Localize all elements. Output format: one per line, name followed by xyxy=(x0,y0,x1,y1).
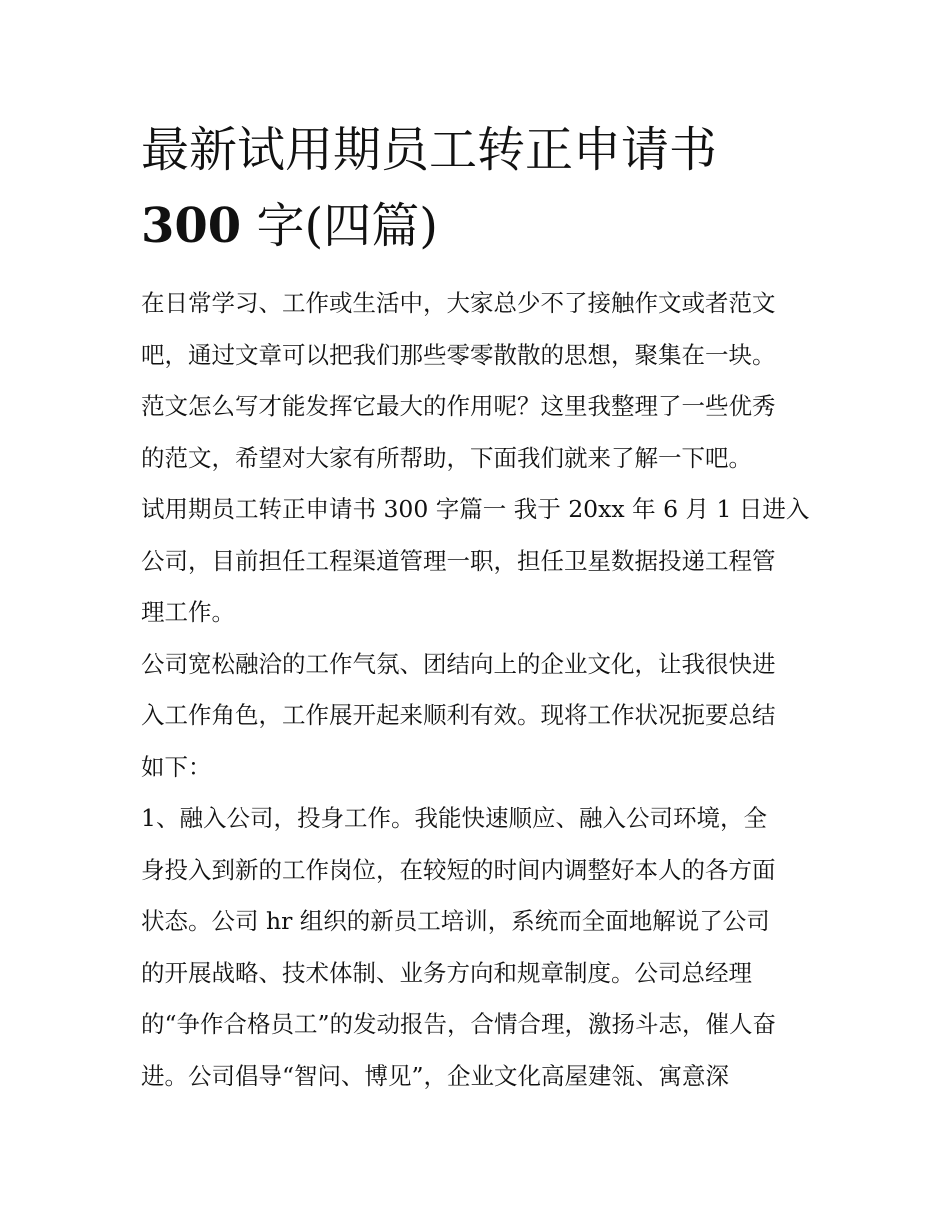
body-line: 吧，通过文章可以把我们那些零零散散的思想，聚集在一块。 xyxy=(141,340,776,369)
body-line: 公司，目前担任工程渠道管理一职，担任卫星数据投递工程管 xyxy=(141,546,776,575)
title-line-2 xyxy=(141,188,821,264)
body-line: 如下： xyxy=(141,752,212,781)
body-line: 1、融入公司，投身工作。我能快速顺应、融入公司环境，全 xyxy=(141,804,767,832)
body-line: 的开展战略、技术体制、业务方向和规章制度。公司总经理 xyxy=(141,958,752,987)
body-line: 范文怎么写才能发挥它最大的作用呢？这里我整理了一些优秀 xyxy=(141,392,776,420)
body-line: 理工作。 xyxy=(141,598,235,626)
title-number: 300 xyxy=(141,198,242,254)
body-line: 试用期员工转正申请书 300 字篇一 我于 20xx 年 6 月 1 日进入 xyxy=(141,495,810,523)
body-line: 入工作角色，工作展开起来顺利有效。现将工作状况扼要总结 xyxy=(141,701,776,729)
document-title xyxy=(141,112,821,264)
body-line: 的“争作合格员工”的发动报告，合情合理，激扬斗志，催人奋 xyxy=(141,1010,777,1038)
title-suffix: 字(四篇) xyxy=(241,198,438,254)
title-line-1: 最新试用期员工转正申请书 xyxy=(141,122,718,178)
body-line: 身投入到新的工作岗位，在较短的时间内调整好本人的各方面 xyxy=(141,855,776,884)
document-body xyxy=(141,278,821,1102)
body-line: 公司宽松融洽的工作气氛、团结向上的企业文化，让我很快进 xyxy=(141,649,776,678)
body-line: 进。公司倡导“智问、博见”，企业文化高屋建瓴、寓意深 xyxy=(141,1061,730,1090)
body-line: 状态。公司 hr 组织的新员工培训，系统而全面地解说了公司 xyxy=(141,907,770,935)
body-line: 的范文，希望对大家有所帮助，下面我们就来了解一下吧。 xyxy=(141,443,752,472)
body-line: 在日常学习、工作或生活中，大家总少不了接触作文或者范文 xyxy=(141,289,776,317)
document-page xyxy=(141,112,821,1102)
